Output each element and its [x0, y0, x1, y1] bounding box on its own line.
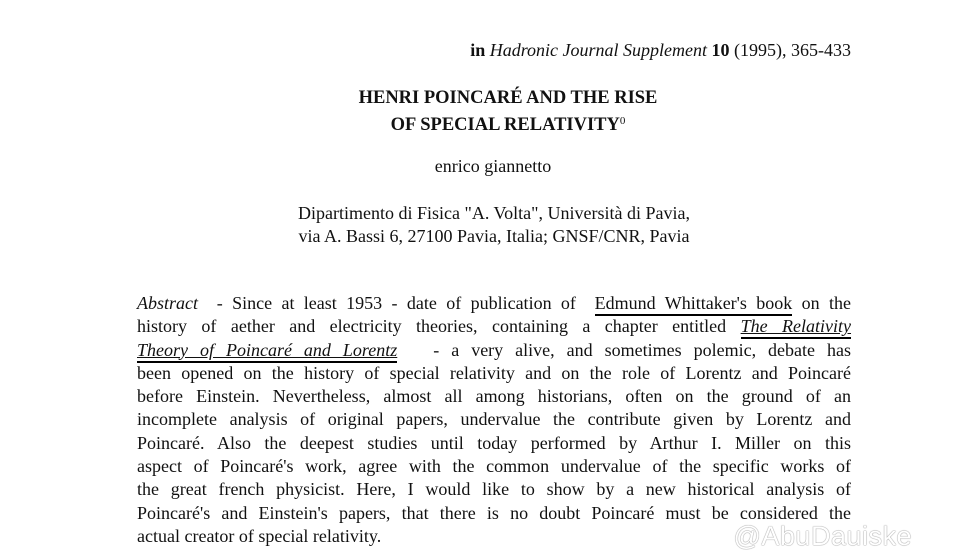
title-line-1: HENRI POINCARÉ AND THE RISE — [358, 88, 658, 108]
abstract — [137, 292, 851, 548]
paper-title — [0, 87, 980, 137]
abstract-line-5: before Einstein. Nevertheless, almost all among historians, often on the ground of an — [137, 386, 851, 407]
affiliation-line-1: Dipartimento di Fisica "A. Volta", Università di Pavia, — [298, 203, 690, 223]
abstract-line-4: been opened on the history of special relativity and on the role of Lorentz and Poincaré — [137, 362, 851, 383]
journal-details: (1995), 365-433 — [734, 40, 851, 60]
abstract-line-7: Poincaré. Also the deepest studies until today performed by Arthur I. Miller on this — [137, 432, 851, 453]
citation-line — [470, 40, 851, 61]
title-footnote-mark: 0 — [619, 115, 626, 127]
abstract-line-2 — [137, 315, 851, 338]
highlight-whittaker-book: Edmund Whittaker's book — [595, 293, 793, 316]
watermark: @AbuDauiske — [733, 521, 912, 551]
abstract-line-11: actual creator of special relativity. — [137, 525, 382, 546]
abstract-line-10: Poincaré's and Einstein's papers, that there is no doubt Poincaré must be considered the — [137, 502, 851, 523]
abstract-line-1 — [137, 292, 851, 315]
abstract-line-8: aspect of Poincaré's work, agree with the common undervalue of the specific works of — [137, 456, 851, 477]
journal-volume: 10 — [711, 40, 730, 60]
title-line-2 — [0, 110, 980, 137]
abstract-text-1b: on the — [801, 293, 852, 313]
abstract-line-6: incomplete analysis of original papers, undervalue the contribute given by Lorentz and — [137, 409, 851, 430]
abstract-line-3 — [137, 339, 851, 362]
abstract-label: Abstract — [137, 293, 198, 313]
affiliation-line-2: via A. Bassi 6, 27100 Pavia, Italia; GNSF/CNR, Pavia — [298, 226, 690, 246]
abstract-text-2a: history of aether and electricity theories, containing a chapter entitled — [137, 316, 727, 337]
highlight-chapter-title-part-2: Theory of Poincaré and Lorentz — [137, 340, 397, 363]
title-line-2-text: OF SPECIAL RELATIVITY — [390, 115, 620, 135]
abstract-text-3b: - a very alive, and sometimes polemic, debate has — [433, 339, 851, 360]
abstract-line-9: the great french physicist. Here, I would like to show by a new historical analysis of — [137, 479, 851, 500]
author-name: enrico giannetto — [434, 156, 552, 176]
abstract-text-1a: - Since at least 1953 - date of publication of — [216, 293, 576, 313]
citation-prefix: in — [470, 40, 486, 60]
highlight-chapter-title-part-1: The Relativity — [741, 316, 851, 339]
journal-name: Hadronic Journal Supplement — [489, 40, 708, 60]
affiliation — [0, 202, 980, 248]
